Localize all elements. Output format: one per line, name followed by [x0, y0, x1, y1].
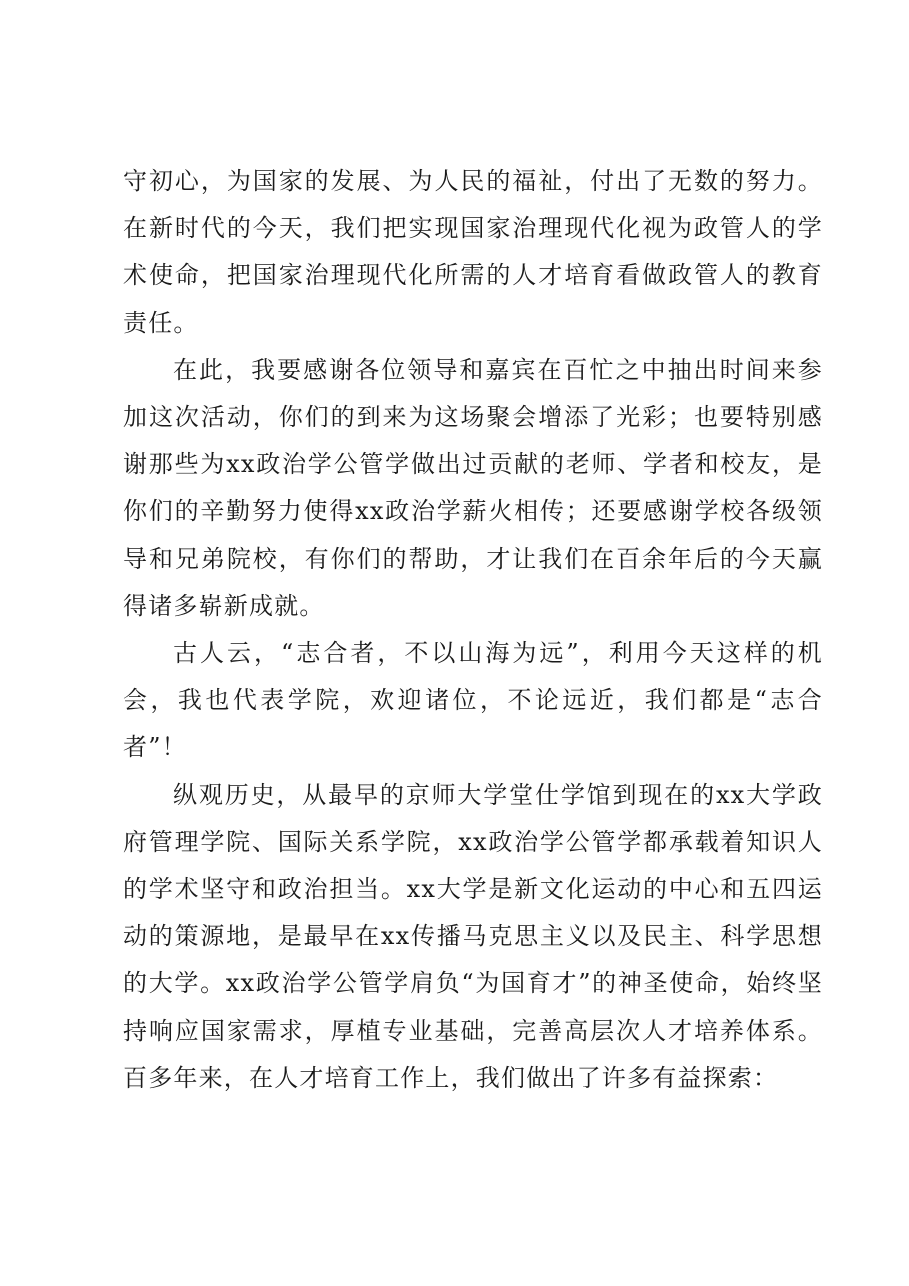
document-body: [123, 158, 823, 1102]
paragraph-3: 古人云，“志合者，不以山海为远”，利用今天这样的机会，我也代表学院，欢迎诸位，不论远近，我们都是“志合者”！: [123, 639, 823, 762]
paragraph-4: 纵观历史，从最早的京师大学堂仕学馆到现在的xx大学政府管理学院、国际关系学院，xx政治学公管学都承载着知识人的学术坚守和政治担当。xx大学是新文化运动的中心和五四运动的策源地，是最早在xx传播马克思主义以及民主、科学思想的大学。xx政治学公管学肩负“为国育才”的神圣使命，始终坚持响应国家需求，厚植专业基础，完善高层次人才培养体系。百多年来，在人才培育工作上，我们做出了许多有益探索：: [123, 780, 823, 1092]
paragraph-2: 在此，我要感谢各位领导和嘉宾在百忙之中抽出时间来参加这次活动，你们的到来为这场聚会增添了光彩；也要特别感谢那些为xx政治学公管学做出过贡献的老师、学者和校友，是你们的辛勤努力使得xx政治学薪火相传；还要感谢学校各级领导和兄弟院校，有你们的帮助，才让我们在百余年后的今天赢得诸多崭新成就。: [123, 355, 823, 620]
paragraph-1: 守初心，为国家的发展、为人民的福祉，付出了无数的努力。在新时代的今天，我们把实现国家治理现代化视为政管人的学术使命，把国家治理现代化所需的人才培育看做政管人的教育责任。: [123, 167, 823, 337]
